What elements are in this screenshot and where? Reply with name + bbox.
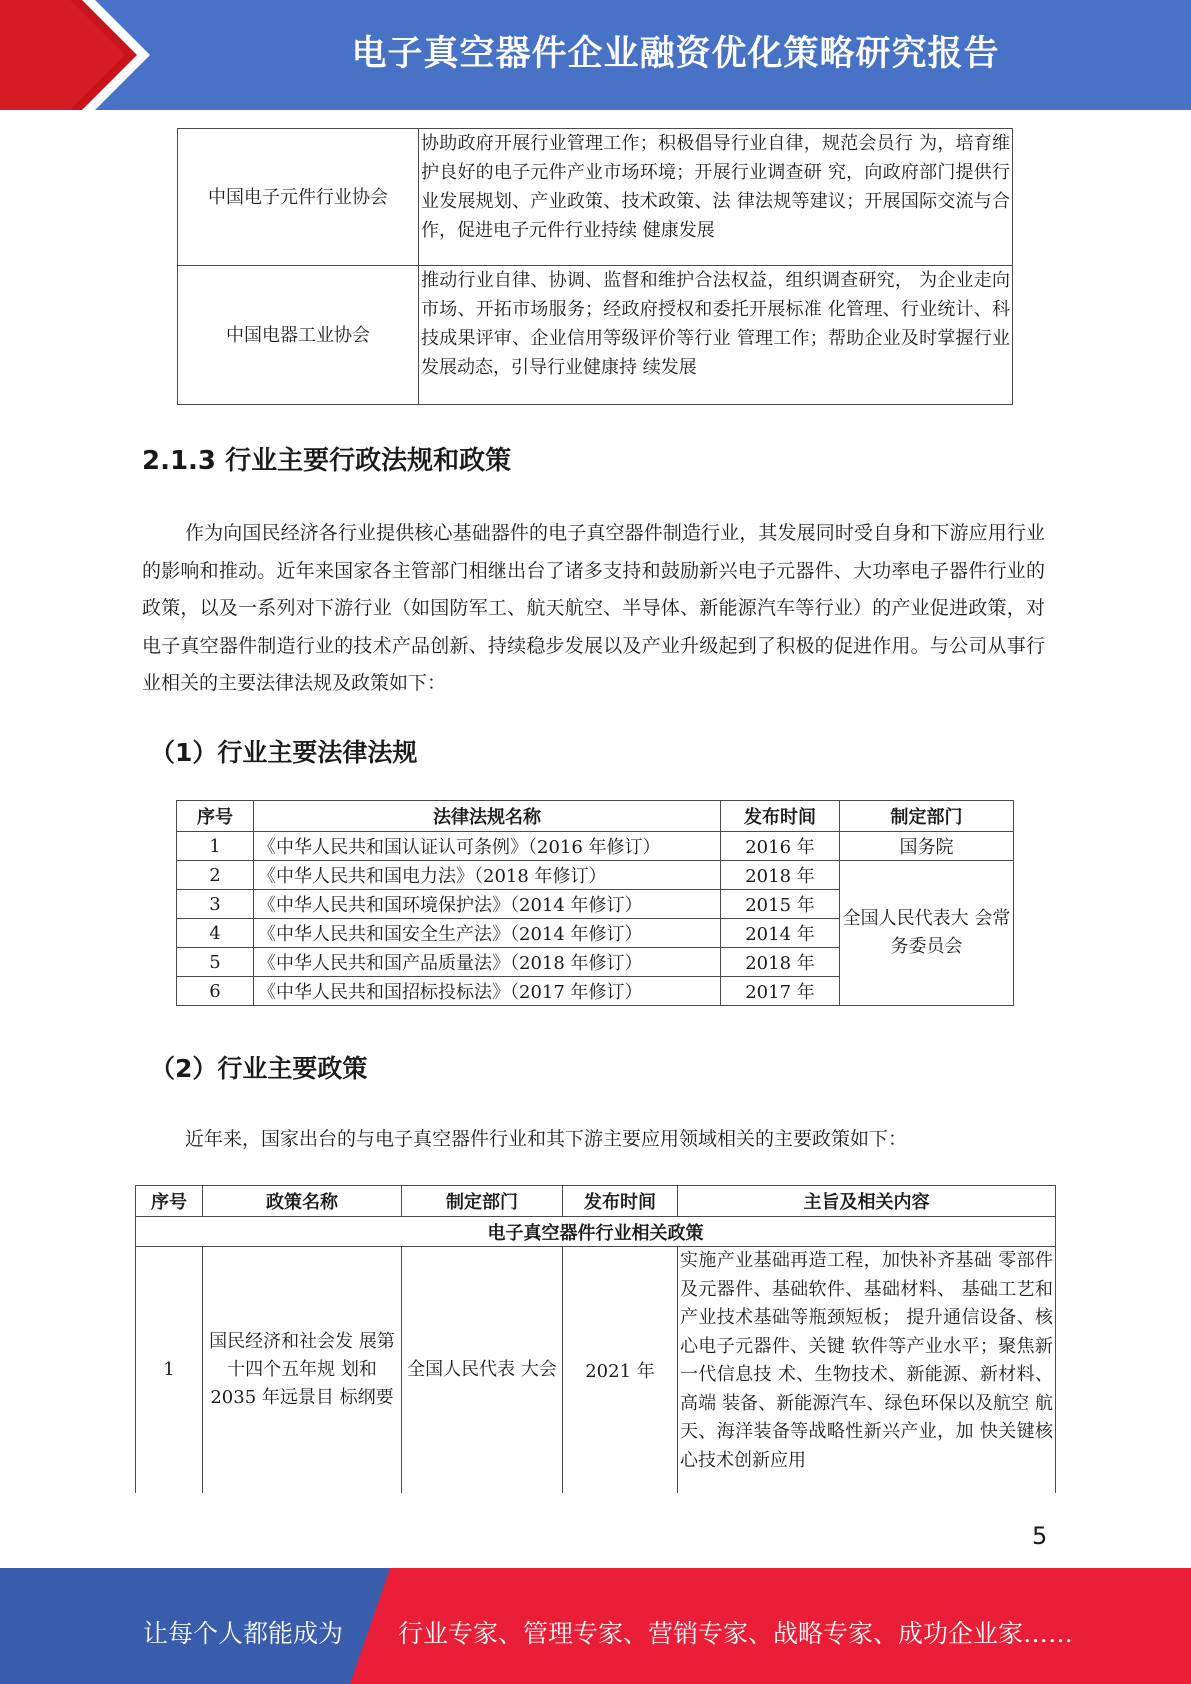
column-header: 发布时间: [563, 1186, 678, 1217]
header-arrow-decoration: [0, 0, 150, 110]
page-number: 5: [1032, 1522, 1048, 1550]
column-header: 法律法规名称: [254, 801, 721, 832]
law-department-merged: 全国人民代表大 会常务委员会: [840, 861, 1014, 1006]
table-header-row: [136, 1186, 1056, 1217]
table-row: [136, 1247, 1056, 1493]
column-header: 主旨及相关内容: [678, 1186, 1056, 1217]
laws-heading: （1）行业主要法律法规: [150, 738, 418, 767]
policy-category: 电子真空器件行业相关政策: [136, 1217, 1056, 1247]
association-name: 中国电器工业协会: [178, 266, 419, 405]
page-header: [0, 0, 1191, 110]
law-year: 2015 年: [721, 890, 840, 919]
report-title: 电子真空器件企业融资优化策略研究报告: [351, 34, 1000, 74]
column-header: 序号: [136, 1186, 203, 1217]
policy-year: 2021 年: [563, 1247, 678, 1493]
policies-intro-paragraph: 近年来，国家出台的与电子真空器件行业和其下游主要应用领域相关的主要政策如下：: [185, 1128, 908, 1150]
table-row: [177, 832, 1014, 861]
law-number: 4: [177, 919, 254, 948]
law-year: 2017 年: [721, 977, 840, 1006]
column-header: 发布时间: [721, 801, 840, 832]
law-year: 2018 年: [721, 948, 840, 977]
table-row: [177, 861, 1014, 890]
law-name: 《中华人民共和国招标投标法》（2017 年修订）: [254, 977, 721, 1006]
law-year: 2018 年: [721, 861, 840, 890]
table-row: [178, 129, 1013, 266]
footer-slogan-left: 让每个人都能成为: [143, 1619, 344, 1648]
association-name: 中国电子元件行业协会: [178, 129, 419, 266]
column-header: 制定部门: [402, 1186, 563, 1217]
law-name: 《中华人民共和国电力法》（2018 年修订）: [254, 861, 721, 890]
industry-association-table: [177, 128, 1013, 405]
law-department: 国务院: [840, 832, 1014, 861]
law-number: 6: [177, 977, 254, 1006]
law-number: 3: [177, 890, 254, 919]
policy-number: 1: [136, 1247, 203, 1493]
page-footer: [0, 1568, 1191, 1684]
laws-table: [176, 800, 1014, 1006]
table-row: [178, 266, 1013, 405]
law-year: 2016 年: [721, 832, 840, 861]
law-name: 《中华人民共和国认证认可条例》（2016 年修订）: [254, 832, 721, 861]
law-name: 《中华人民共和国环境保护法》（2014 年修订）: [254, 890, 721, 919]
column-header: 制定部门: [840, 801, 1014, 832]
table-header-row: [177, 801, 1014, 832]
law-name: 《中华人民共和国产品质量法》（2018 年修订）: [254, 948, 721, 977]
association-description: 协助政府开展行业管理工作；积极倡导行业自律，规范会员行 为，培育维护良好的电子元件产业市场环境；开展行业调查研 究，向政府部门提供行业发展规划、产业政策、技术政策、法 律法规等建议；开展国际交流与合作，促进电子元件行业持续 健康发展: [419, 129, 1013, 266]
policies-heading: （2）行业主要政策: [150, 1054, 368, 1083]
law-number: 2: [177, 861, 254, 890]
policy-department: 全国人民代表 大会: [402, 1247, 563, 1493]
law-number: 1: [177, 832, 254, 861]
policies-table: [135, 1185, 1056, 1493]
policy-content: 实施产业基础再造工程，加快补齐基础 零部件及元器件、基础软件、基础材料、 基础工艺和产业技术基础等瓶颈短板； 提升通信设备、核心电子元器件、关键 软件等产业水平；聚焦新一代信息技 术、生物技术、新能源、新材料、高端 装备、新能源汽车、绿色环保以及航空 航天、海洋装备等战略性新兴产业，加 快关键核心技术创新应用: [678, 1247, 1056, 1493]
law-name: 《中华人民共和国安全生产法》（2014 年修订）: [254, 919, 721, 948]
section-heading: 2.1.3 行业主要行政法规和政策: [142, 446, 512, 476]
section-intro-paragraph: 作为向国民经济各行业提供核心基础器件的电子真空器件制造行业，其发展同时受自身和下游应用行业的影响和推动。近年来国家各主管部门相继出台了诸多支持和鼓励新兴电子元器件、大功率电子器件行业的政策，以及一系列对下游行业（如国防军工、航天航空、半导体、新能源汽车等行业）的产业促进政策，对电子真空器件制造行业的技术产品创新、持续稳步发展以及产业升级起到了积极的促进作用。与公司从事行业相关的主要法律法规及政策如下：: [142, 522, 1045, 694]
law-year: 2014 年: [721, 919, 840, 948]
policy-name: 国民经济和社会发 展第十四个五年规 划和 2035 年远景目 标纲要: [203, 1247, 402, 1493]
category-row: [136, 1217, 1056, 1247]
footer-slogan-right: 行业专家、管理专家、营销专家、战略专家、成功企业家……: [398, 1619, 1074, 1648]
column-header: 序号: [177, 801, 254, 832]
association-description: 推动行业自律、协调、监督和维护合法权益，组织调查研究， 为企业走向市场、开拓市场服务；经政府授权和委托开展标准 化管理、行业统计、科技成果评审、企业信用等级评价等行业 管理工作；帮助企业及时掌握行业发展动态，引导行业健康持 续发展: [419, 266, 1013, 405]
column-header: 政策名称: [203, 1186, 402, 1217]
law-number: 5: [177, 948, 254, 977]
